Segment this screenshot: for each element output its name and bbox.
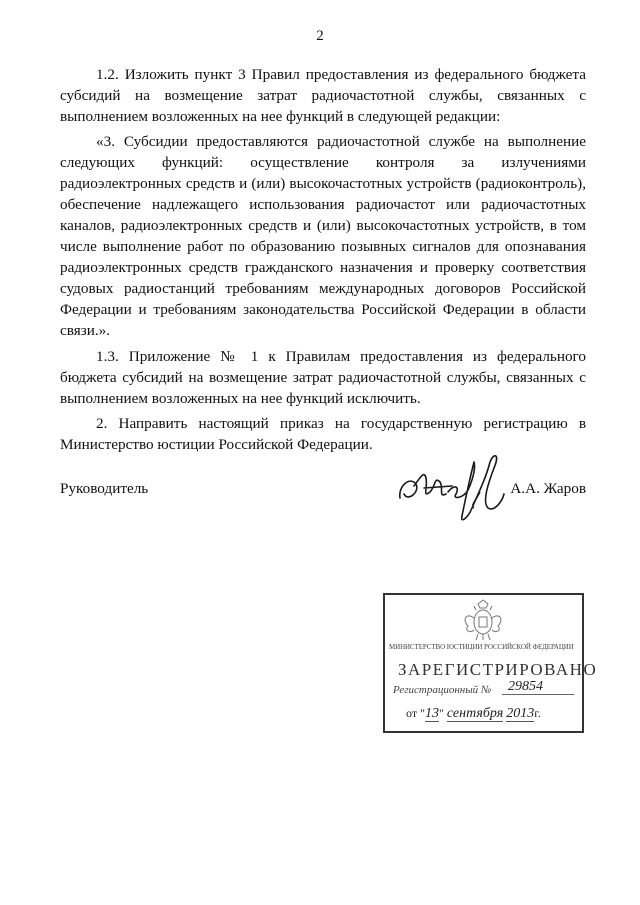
stamp-date: от "13" сентября 2013г. [406, 706, 541, 721]
signer-name: А.А. Жаров [510, 480, 586, 497]
handwritten-signature [390, 448, 520, 528]
stamp-date-year: 2013 [506, 706, 535, 721]
emblem-icon [458, 598, 508, 642]
stamp-number-value: 29854 [508, 679, 543, 694]
paragraph-quoted-rule-3: «3. Субсидии предоставляются радиочастотной службе на выполнение следующих функций: осуществление контроля за излучениями радиоэлектронных средств и (или) высокочастотных устройств (радиоконтроль), обеспечение надлежащего использования радиочастот или радиочастотных каналов, радиоэлектронных средств и (или) высокочастотных устройств, в том числе выполнение работ по образованию позывных сигналов для опознавания радиоэлектронных средств гражданского назначения и проверку соответствия судовых радиостанций требованиям международных договоров Российской Федерации и требованиям законодательства Российской Федерации в области связи.». [60, 133, 586, 339]
signer-role: Руководитель [60, 480, 149, 497]
paragraph-1-3: 1.3. Приложение № 1 к Правилам предоставления из федерального бюджета субсидий на возмещение затрат радиочастотной службы, связанных с выполнением возложенных на нее функций исключить. [60, 348, 586, 407]
stamp-date-month: сентября [446, 706, 504, 721]
stamp-date-suffix: г. [534, 706, 541, 720]
stamp-date-day: 13 [425, 706, 439, 721]
stamp-date-prefix: от [406, 706, 418, 720]
document-body [60, 64, 586, 459]
paragraph-2: 2. Направить настоящий приказ на государственную регистрацию в Министерство юстиции Российской Федерации. [60, 415, 586, 453]
paragraph-1-2: 1.2. Изложить пункт 3 Правил предоставления из федерального бюджета субсидий на возмещение затрат радиочастотной службы, связанных с выполнением возложенных на нее функций в следующей редакции: [60, 66, 586, 125]
stamp-ministry-name: МИНИСТЕРСТВО ЮСТИЦИИ РОССИЙСКОЙ ФЕДЕРАЦИИ [389, 643, 574, 651]
stamp-status: ЗАРЕГИСТРИРОВАНО [398, 660, 598, 679]
page-number: 2 [316, 28, 324, 44]
stamp-number-underline [502, 694, 574, 695]
stamp-number-label: Регистрационный № [393, 684, 492, 696]
